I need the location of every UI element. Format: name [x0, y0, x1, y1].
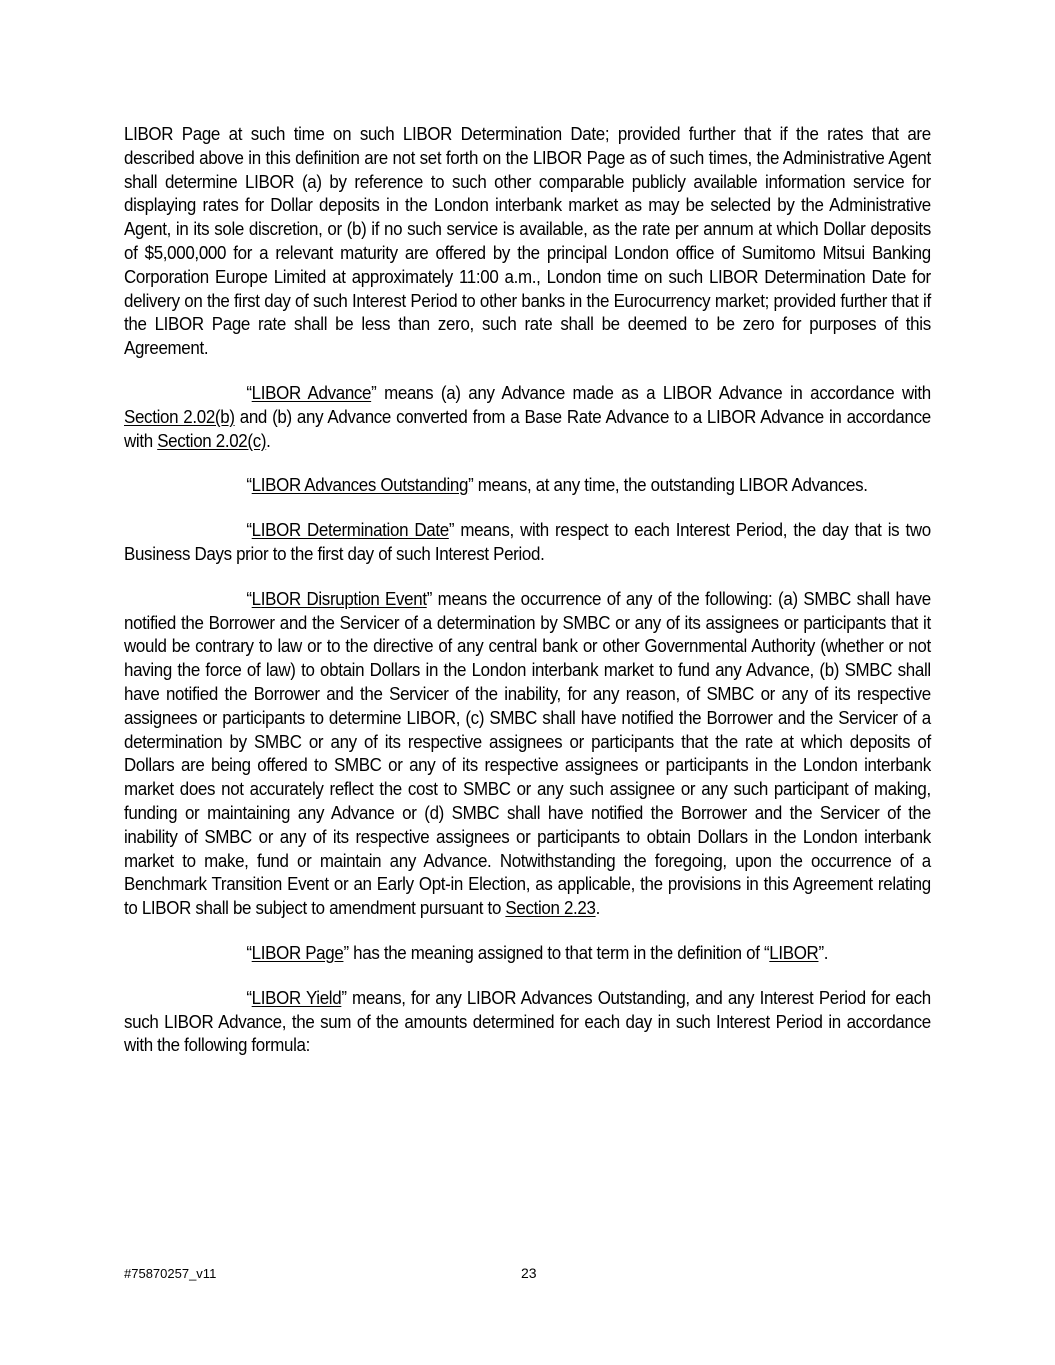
defined-term: LIBOR Disruption Event: [251, 587, 427, 609]
text-segment: “: [246, 381, 252, 403]
definition-libor-advance: [124, 381, 931, 452]
text-segment: ” means, with respect to each Interest Period, the day that is two Business Days prior to the first day of such Interest Period.: [124, 519, 931, 564]
paragraph-libor-continued: [124, 122, 931, 360]
text-segment: “: [246, 941, 252, 963]
section-reference: Section 2.02(b): [124, 405, 235, 427]
definition-libor-advances-outstanding: [124, 473, 931, 497]
text-segment: .: [595, 897, 600, 919]
text-segment: ” means (a) any Advance made as a LIBOR Advance in accordance with: [371, 381, 931, 403]
defined-term-reference: LIBOR: [769, 941, 819, 963]
defined-term: LIBOR Yield: [251, 986, 342, 1008]
defined-term: LIBOR Determination Date: [251, 519, 449, 541]
definition-libor-yield: [124, 986, 931, 1057]
text-segment: ” means, for any LIBOR Advances Outstanding, and any Interest Period for each such LIBOR Advance, the sum of the amounts determined for each day in such Interest Period in accordance with the following formula:: [124, 986, 931, 1056]
footer-page-number: 23: [521, 1265, 537, 1281]
text-segment: ” means, at any time, the outstanding LIBOR Advances.: [468, 474, 868, 496]
section-reference: Section 2.23: [505, 897, 596, 919]
text-segment: LIBOR Page at such time on such LIBOR Determination Date; provided further that if the rates that are described above in this definition are not set forth on the LIBOR Page as of such times, the Administrative Agent shall determine LIBOR (a) by reference to such other comparable publicly available information service for displaying rates for Dollar deposits in the London interbank market as may be selected by the Administrative Agent, in its sole discretion, or (b) if no such service is available, as the rate per annum at which Dollar deposits of $5,000,000 for a relevant maturity are offered by the principal London office of Sumitomo Mitsui Banking Corporation Europe Limited at approximately 11:00 a.m., London time on such LIBOR Determination Date for delivery on the first day of such Interest Period to other banks in the Eurocurrency market; provided further that if the LIBOR Page rate shall be less than zero, such rate shall be deemed to be zero for purposes of this Agreement.: [124, 123, 931, 359]
section-reference: Section 2.02(c): [157, 429, 267, 451]
defined-term: LIBOR Advances Outstanding: [251, 474, 469, 496]
text-segment: and (b) any Advance converted from a Base Rate Advance to a LIBOR Advance in accordance with: [124, 405, 931, 451]
text-segment: “: [246, 986, 252, 1008]
text-segment: ” has the meaning assigned to that term in the definition of “: [343, 941, 770, 963]
text-segment: ” means the occurrence of any of the following: (a) SMBC shall have notified the Borrower and the Servicer of a determination by SMBC or any of its assignees or participants that it would be contrary to law or to the directive of any central bank or other Governmental Authority (whether or not having the force of law) to obtain Dollars in the London interbank market to fund any Advance, (b) SMBC shall have notified the Borrower and the Servicer of the inability, for any reason, of SMBC or any of its respective assignees or participants to determine LIBOR, (c) SMBC shall have notified the Borrower and the Servicer of a determination by SMBC or any of its respective assignees or participants that the rate at which deposits of Dollars are being offered to SMBC or any of its respective assignees or participants in the London interbank market does not accurately reflect the cost to SMBC or any such assignee or any such participant of making, funding or maintaining any Advance or (d) SMBC shall have notified the Borrower and the Servicer of the inability of SMBC or any of its respective assignees or participants to obtain Dollars in the London interbank market to make, fund or maintain any Advance. Notwithstanding the foregoing, upon the occurrence of a Benchmark Transition Event or an Early Opt-in Election, as applicable, the provisions in this Agreement relating to LIBOR shall be subject to amendment pursuant to: [124, 587, 931, 919]
document-body: [124, 122, 931, 1078]
definition-libor-determination-date: [124, 518, 931, 566]
definition-libor-page: [124, 941, 931, 965]
defined-term: LIBOR Advance: [251, 381, 372, 403]
text-segment: “: [246, 519, 252, 541]
defined-term: LIBOR Page: [251, 941, 344, 963]
text-segment: “: [246, 587, 252, 609]
definition-libor-disruption-event: [124, 587, 931, 920]
text-segment: ”.: [818, 941, 829, 963]
text-segment: “: [246, 474, 252, 496]
footer-document-id: #75870257_v11: [124, 1266, 217, 1281]
text-segment: .: [266, 429, 271, 451]
